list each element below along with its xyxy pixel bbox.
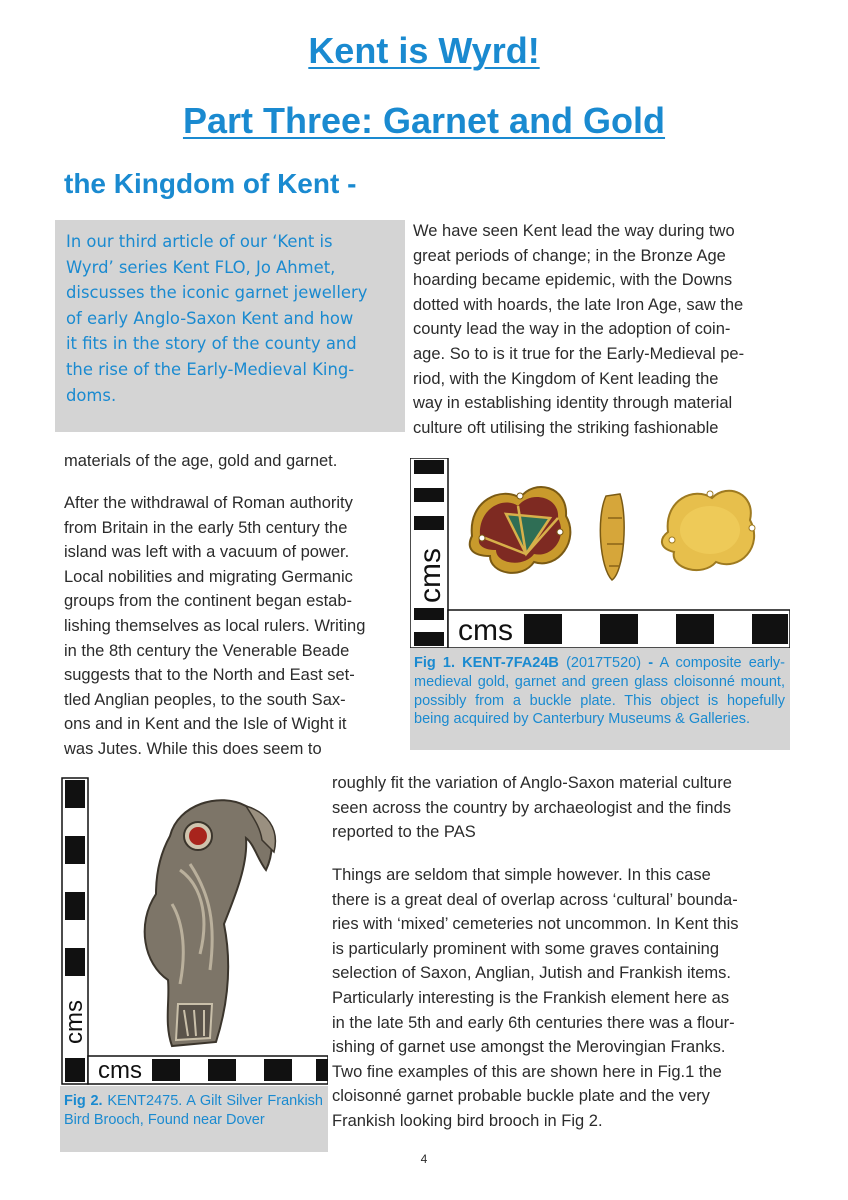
fig1-caption-text: A composite early-medieval gold, garnet and green glass cloisonné mount, possibly from a buckle plate. This object is hopefully being acquired by Canterbury Museums & Galleries. xyxy=(414,655,786,728)
text-line: ons and in Kent and the Isle of Wight it xyxy=(64,715,347,734)
intro-line: the rise of the Early-Medieval King- xyxy=(66,359,355,379)
text-line: is particularly prominent with some graves containing xyxy=(332,939,720,958)
text-line: was Jutes. While this does seem to xyxy=(64,739,322,758)
fig1-scale-label-horizontal: cms xyxy=(458,614,513,647)
fig2-caption-text: KENT2475. A Gilt Silver Frankish Bird Brooch, Found near Dover xyxy=(64,1093,323,1128)
text-line: Frankish looking bird brooch in Fig 2. xyxy=(332,1111,603,1130)
text-line: there is a great deal of overlap across ‘cultural’ bounda- xyxy=(332,890,738,909)
garnet-mount-back-icon xyxy=(662,491,755,570)
text-line: culture oft utilising the striking fashionable xyxy=(413,418,719,437)
intro-line: discusses the iconic garnet jewellery xyxy=(66,283,368,303)
text-line: suggests that to the North and East set- xyxy=(64,666,355,685)
text-line: hoarding became epidemic, with the Downs xyxy=(413,271,733,290)
text-line: lishing themselves as local rulers. Writing xyxy=(64,616,366,635)
intro-line: of early Anglo-Saxon Kent and how xyxy=(66,308,354,328)
materials-line: materials of the age, gold and garnet. xyxy=(64,452,338,470)
text-line: great periods of change; in the Bronze Age xyxy=(413,246,726,265)
text-line: age. So to is it true for the Early-Medieval pe- xyxy=(413,344,745,363)
text-line: tled Anglian peoples, to the south Sax- xyxy=(64,690,346,709)
fig1-scale-bar-and-mount xyxy=(410,458,790,648)
text-line: After the withdrawal of Roman authority xyxy=(64,494,353,512)
text-line: Local nobilities and migrating Germanic xyxy=(64,567,353,586)
intro-text xyxy=(66,229,402,408)
paragraph-seldom-simple xyxy=(332,863,792,1134)
garnet-mount-front-icon xyxy=(470,487,571,573)
paragraph-material-culture xyxy=(332,771,792,845)
text-line: reported to the PAS xyxy=(332,823,476,842)
intro-line: Wyrd’ series Kent FLO, Jo Ahmet, xyxy=(66,257,336,277)
text-line: Two fine examples of this are shown here in Fig.1 the xyxy=(332,1062,722,1081)
text-line: selection of Saxon, Anglian, Jutish and Frankish items. xyxy=(332,964,731,983)
fig2-caption-label: Fig 2. xyxy=(64,1093,103,1109)
text-line: Particularly interesting is the Frankish element here as xyxy=(332,988,730,1007)
text-line: in the late 5th and early 6th centuries there was a flour- xyxy=(332,1013,735,1032)
fig1-caption-label: Fig 1. KENT-7FA24B xyxy=(414,655,559,671)
fig2-caption xyxy=(60,1086,328,1152)
page-number: 4 xyxy=(420,1152,428,1166)
fig2-scale-bar-and-brooch xyxy=(60,774,328,1086)
text-line: riod, with the Kingdom of Kent leading the xyxy=(413,369,719,388)
text-line: We have seen Kent lead the way during two xyxy=(413,222,735,240)
fig2-scale-label-vertical: cms xyxy=(61,1000,88,1044)
fig1-caption-dash: - xyxy=(648,655,654,671)
figure-1 xyxy=(410,458,790,750)
intro-line: In our third article of our ‘Kent is xyxy=(66,232,333,251)
article-subtitle: Part Three: Garnet and Gold xyxy=(182,100,666,141)
text-line: island was left with a vacuum of power. xyxy=(64,543,350,562)
paragraph-kent-leads xyxy=(413,219,783,440)
fig1-caption-ref: (2017T520) xyxy=(558,655,649,671)
text-line: seen across the country by archaeologist and the finds xyxy=(332,798,731,817)
text-line: ishing of garnet use amongst the Merovingian Franks. xyxy=(332,1038,726,1057)
text-line: in the 8th century the Venerable Beade xyxy=(64,641,350,660)
fig1-caption xyxy=(410,648,790,750)
text-line: groups from the continent began estab- xyxy=(64,592,353,611)
article-title: Kent is Wyrd! xyxy=(308,30,540,71)
fig1-scale-label-vertical: cms xyxy=(414,548,447,603)
text-line: dotted with hoards, the late Iron Age, saw the xyxy=(413,295,744,314)
paragraph-roman-withdrawal xyxy=(64,491,404,762)
garnet-mount-side-icon xyxy=(600,494,624,580)
text-line: cloisonné garnet probable buckle plate and the very xyxy=(332,1087,710,1106)
text-line: county lead the way in the adoption of coin- xyxy=(413,320,731,339)
intro-box xyxy=(55,220,405,432)
text-line: Things are seldom that simple however. In this case xyxy=(332,866,711,884)
fig2-scale-label-horizontal: cms xyxy=(98,1057,142,1084)
text-line: roughly fit the variation of Anglo-Saxon material culture xyxy=(332,774,732,792)
section-heading: the Kingdom of Kent - xyxy=(64,168,357,199)
text-line: way in establishing identity through material xyxy=(413,394,733,413)
text-line: ries with ‘mixed’ cemeteries not uncommon. In Kent this xyxy=(332,915,739,934)
intro-line: it fits in the story of the county and xyxy=(66,334,357,354)
intro-line: doms. xyxy=(66,385,117,405)
text-line: from Britain in the early 5th century the xyxy=(64,518,348,537)
figure-2 xyxy=(60,774,328,1152)
fig1-photo xyxy=(410,458,790,648)
bird-brooch-icon xyxy=(145,800,276,1046)
